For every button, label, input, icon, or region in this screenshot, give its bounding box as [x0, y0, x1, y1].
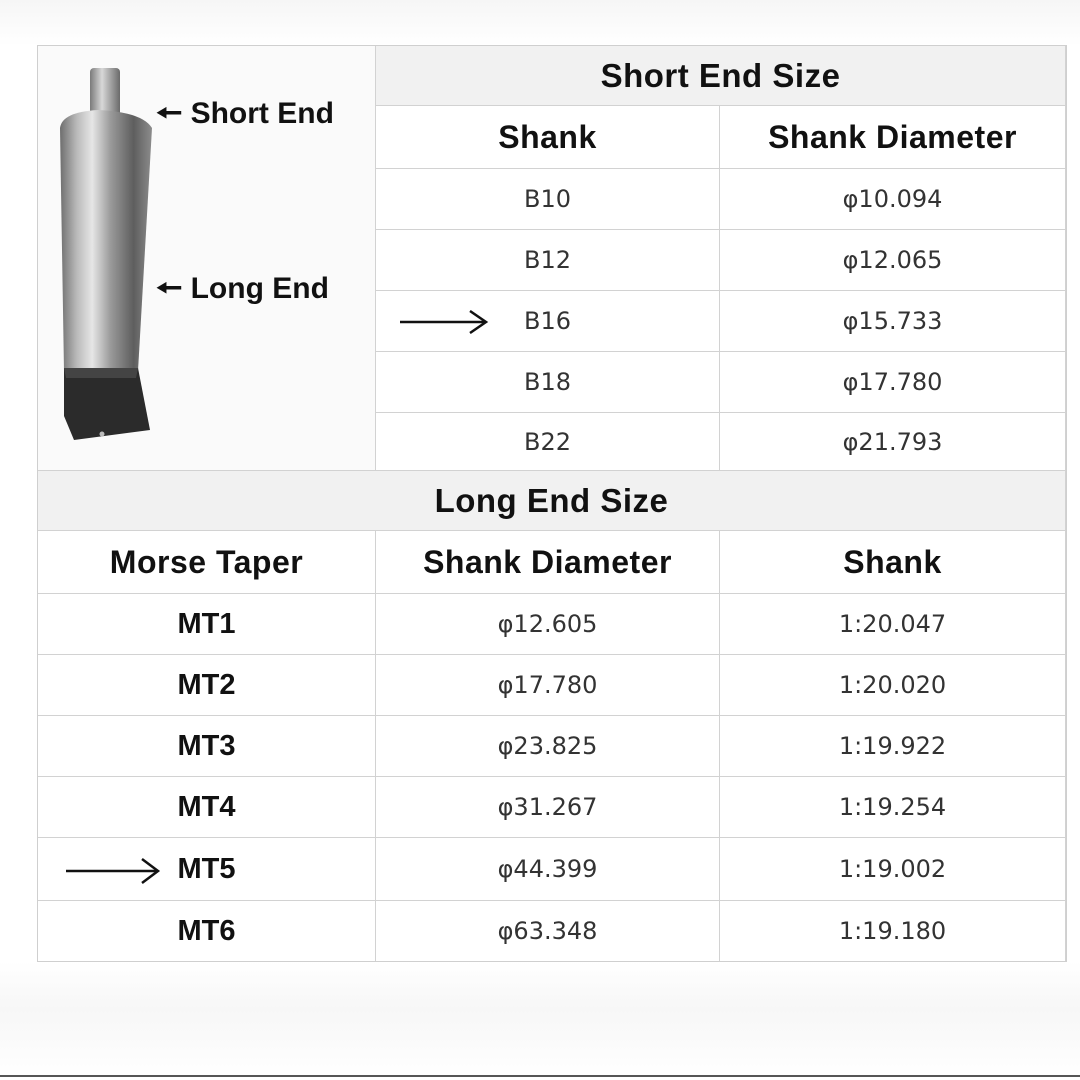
right-arrow-icon [400, 310, 490, 334]
long-end-ratio-mt1: 1:20.047 [720, 594, 1066, 655]
left-arrow-icon: 🠔 [156, 97, 183, 130]
arbor-diagram-cell [38, 46, 376, 471]
top-fade [0, 0, 1080, 46]
short-end-label: Short End [190, 97, 334, 130]
long-end-diameter-mt1: φ12.605 [376, 594, 720, 655]
long-end-diameter-mt5: φ44.399 [376, 838, 720, 901]
long-end-taper-mt1: MT1 [38, 594, 376, 655]
short-end-shank-b12: B12 [376, 230, 720, 291]
short-end-shank-b10: B10 [376, 169, 720, 230]
long-end-label: Long End [190, 272, 329, 305]
long-end-diameter-mt2: φ17.780 [376, 655, 720, 716]
short-end-shank-b18: B18 [376, 352, 720, 413]
short-end-shank-b16 [376, 291, 720, 352]
long-end-diameter-mt4: φ31.267 [376, 777, 720, 838]
short-end-diameter-b10: φ10.094 [720, 169, 1066, 230]
long-end-ratio-mt4: 1:19.254 [720, 777, 1066, 838]
long-end-ratio-mt2: 1:20.020 [720, 655, 1066, 716]
long-end-diameter-mt6: φ63.348 [376, 901, 720, 961]
short-end-diameter-b22: φ21.793 [720, 413, 1066, 471]
short-end-diameter-b18: φ17.780 [720, 352, 1066, 413]
short-end-title: Short End Size [376, 46, 1066, 106]
short-end-diameter-b16: φ15.733 [720, 291, 1066, 352]
bottom-fade [0, 962, 1080, 1080]
short-end-header-shank: Shank [376, 106, 720, 169]
bottom-divider [0, 1075, 1080, 1077]
short-end-diameter-b12: φ12.065 [720, 230, 1066, 291]
arbor-size-table [37, 45, 1067, 962]
long-end-ratio-mt5: 1:19.002 [720, 838, 1066, 901]
long-end-header-shank: Shank [720, 531, 1066, 594]
long-end-title: Long End Size [38, 471, 1066, 531]
long-end-taper-mt3: MT3 [38, 716, 376, 777]
long-end-diameter-mt3: φ23.825 [376, 716, 720, 777]
long-end-taper-mt5 [38, 838, 376, 901]
long-end-ratio-mt3: 1:19.922 [720, 716, 1066, 777]
long-end-taper-mt5-label: MT5 [177, 852, 236, 885]
long-end-taper-mt4: MT4 [38, 777, 376, 838]
right-arrow-icon [66, 858, 162, 884]
short-end-shank-b16-label: B16 [523, 307, 571, 335]
long-end-label-wrap [156, 266, 329, 317]
short-end-label-wrap [156, 91, 334, 142]
long-end-ratio-mt6: 1:19.180 [720, 901, 1066, 961]
long-end-taper-mt2: MT2 [38, 655, 376, 716]
long-end-header-diameter: Shank Diameter [376, 531, 720, 594]
long-end-taper-mt6: MT6 [38, 901, 376, 961]
short-end-header-diameter: Shank Diameter [720, 106, 1066, 169]
left-arrow-icon: 🠔 [156, 272, 183, 305]
short-end-shank-b22: B22 [376, 413, 720, 471]
long-end-header-taper: Morse Taper [38, 531, 376, 594]
